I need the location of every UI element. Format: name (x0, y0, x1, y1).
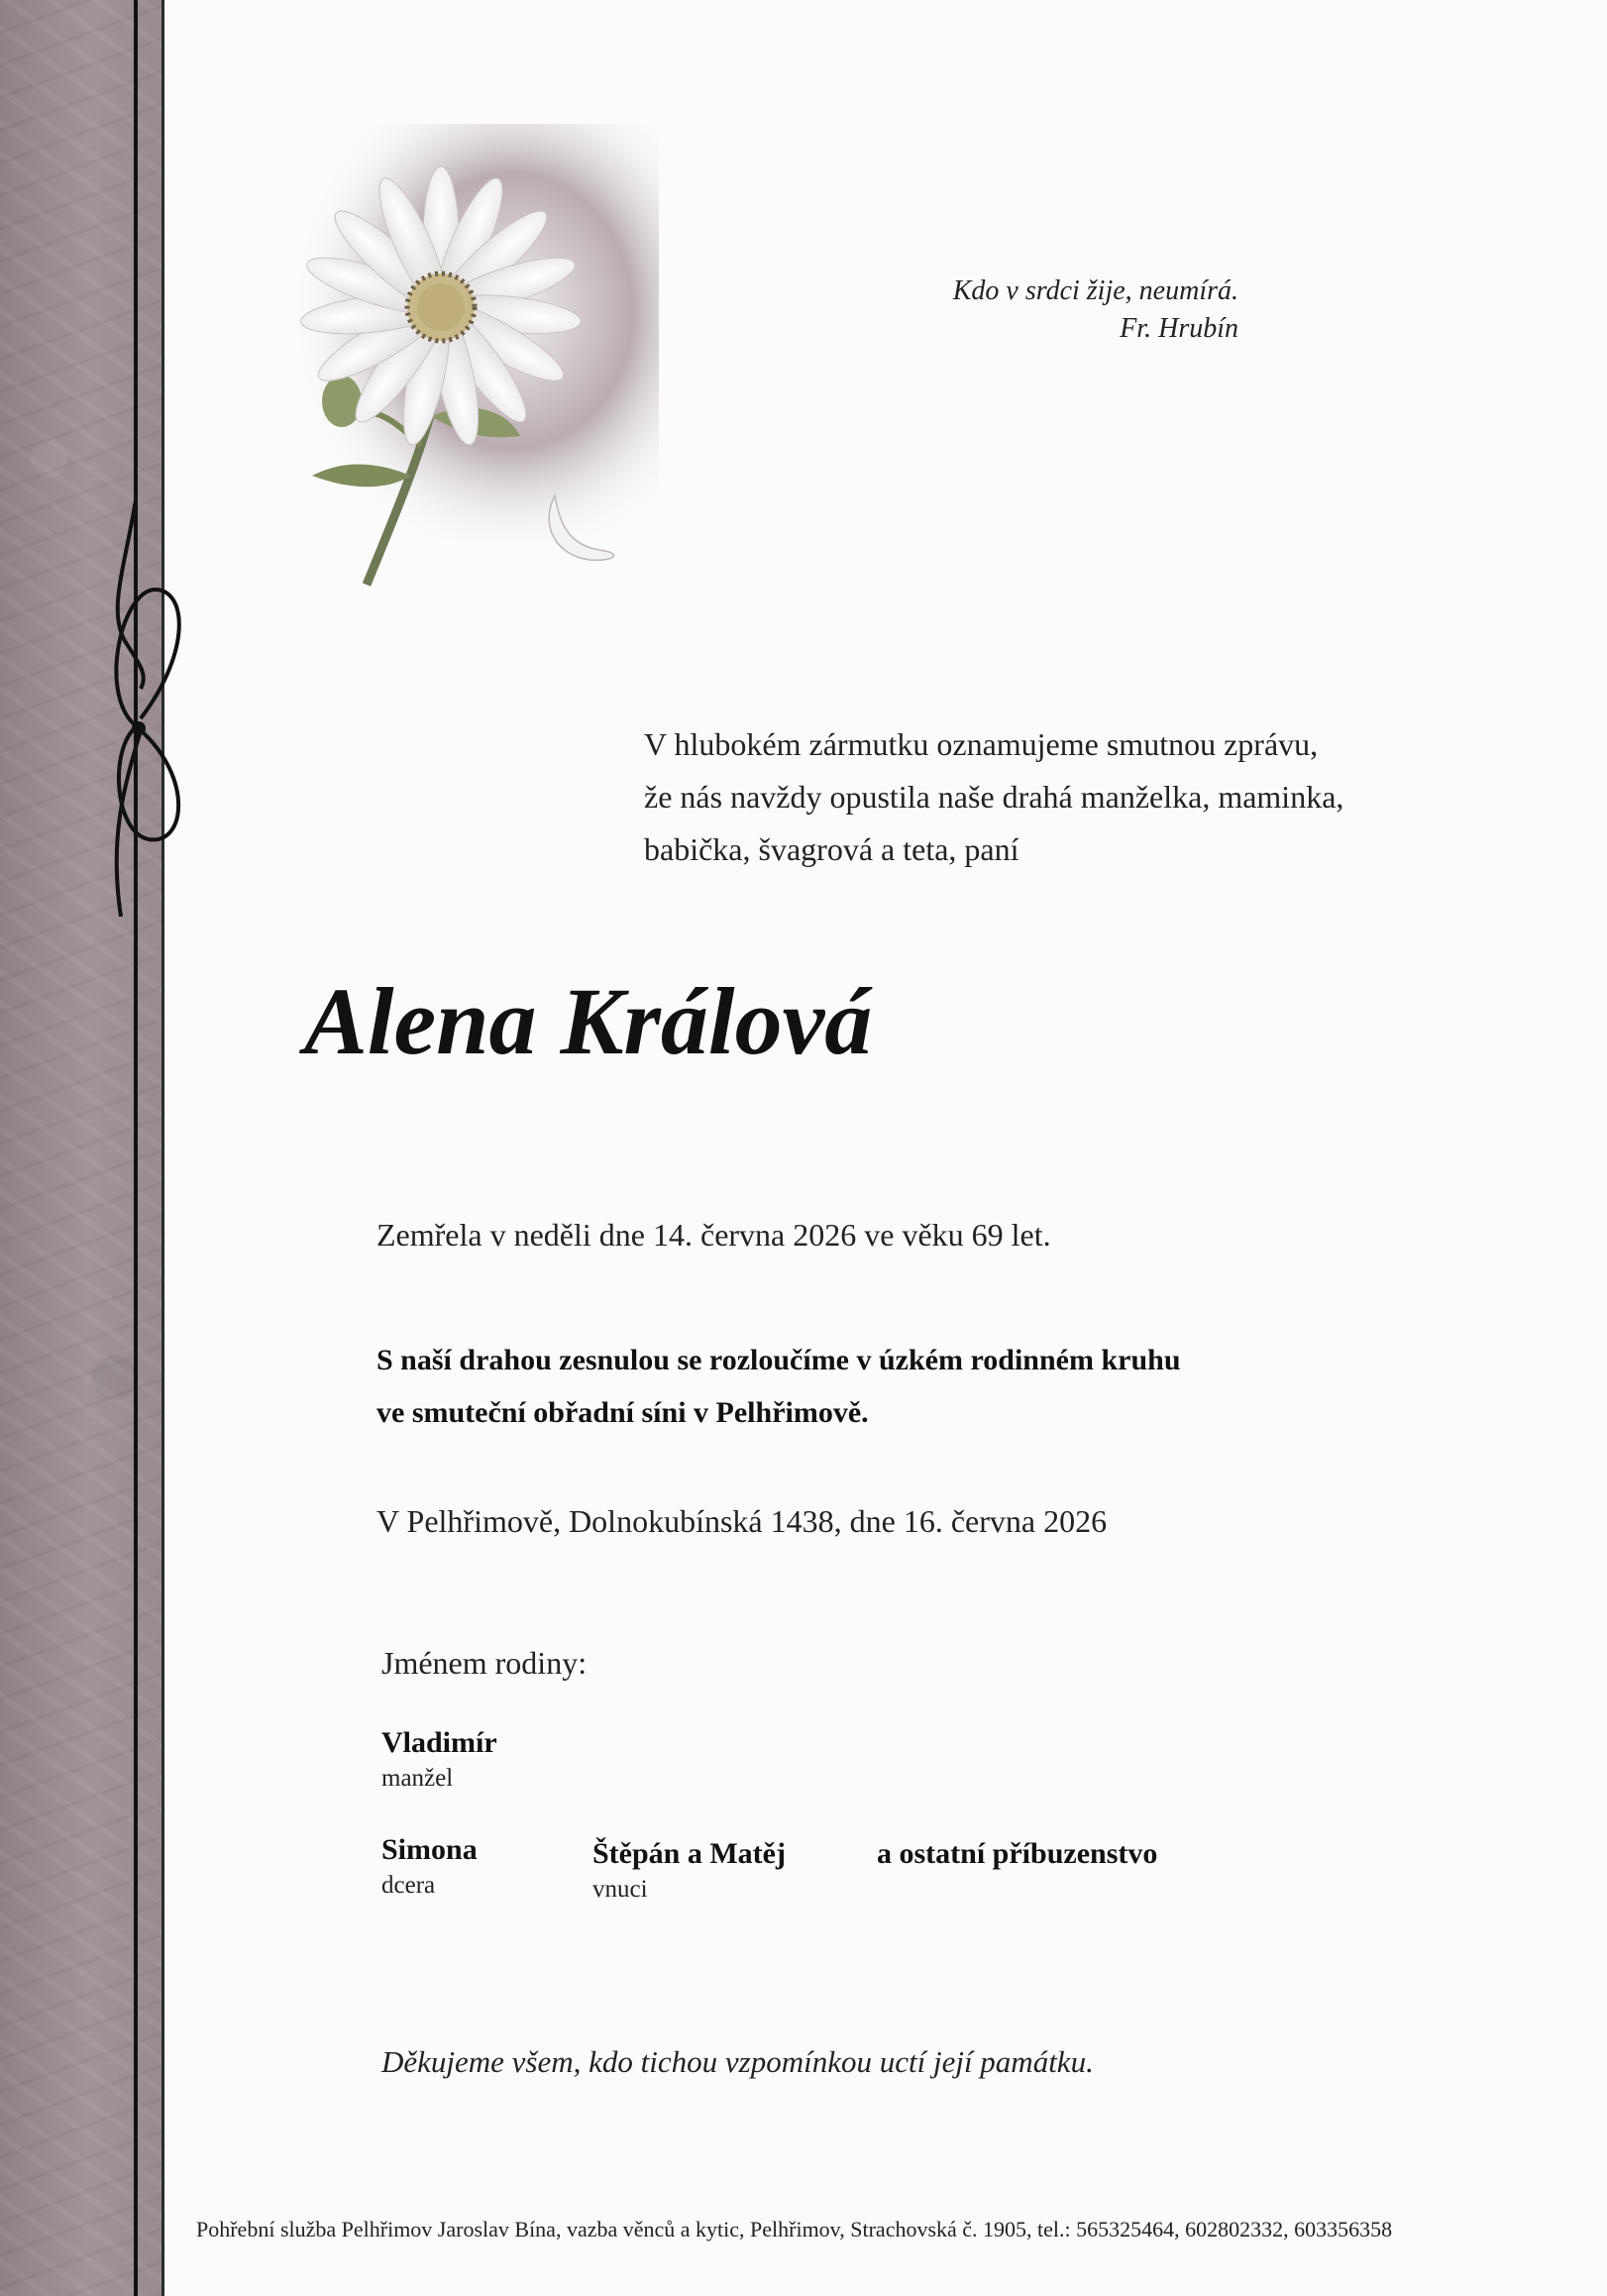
family-member (381, 1724, 497, 1796)
band-edge-line (161, 0, 164, 2296)
farewell-notice (376, 1334, 1367, 1439)
announcement-line: že nás navždy opustila naše drahá manželka, maminka, (644, 779, 1344, 815)
family-label: Jménem rodiny: (381, 1645, 588, 1681)
ribbon-line (134, 0, 138, 2296)
member-name: Simona (381, 1833, 478, 1866)
family-member (592, 1835, 786, 1907)
decorative-side-band (0, 0, 163, 2296)
member-name: a ostatní příbuzenstvo (877, 1837, 1158, 1870)
member-name: Štěpán a Matěj (592, 1837, 786, 1870)
death-details: Zemřela v neděli dne 14. června 2026 ve věku 69 let. (376, 1217, 1051, 1253)
announcement-line: V hlubokém zármutku oznamujeme smutnou zprávu, (644, 726, 1319, 762)
member-role: dcera (381, 1872, 436, 1899)
farewell-line: ve smuteční obřadní síni v Pelhřimově. (376, 1396, 869, 1429)
quote-author: Fr. Hrubín (1120, 313, 1238, 344)
epigraph-quote (953, 273, 1238, 348)
closing-thanks: Děkujeme všem, kdo tichou vzpomínkou uctí její památku. (381, 2044, 1094, 2079)
bow-ribbon-icon (69, 500, 208, 917)
funeral-service-footer: Pohřební služba Pelhřimov Jaroslav Bína, vazba věnců a kytic, Pelhřimov, Strachovská č. 1905, tel.: 565325464, 602802332, 603356358 (196, 2217, 1393, 2241)
announcement-line: babička, švagrová a teta, paní (644, 831, 1019, 867)
place-and-date: V Pelhřimově, Dolnokubínská 1438, dne 16. června 2026 (376, 1503, 1108, 1539)
member-role: manžel (381, 1765, 454, 1792)
family-member (381, 1831, 478, 1903)
member-role: vnuci (592, 1876, 648, 1903)
farewell-line: S naší drahou zesnulou se rozloučíme v úzkém rodinném kruhu (376, 1344, 1181, 1376)
quote-text: Kdo v srdci žije, neumírá. (952, 275, 1238, 306)
deceased-name-block (0, 966, 1607, 1076)
announcement-text (644, 718, 1397, 876)
family-member (877, 1835, 1157, 1873)
member-name: Vladimír (381, 1726, 497, 1759)
deceased-name: Alena Králová (303, 968, 873, 1074)
daisy-flower-icon (272, 119, 664, 595)
